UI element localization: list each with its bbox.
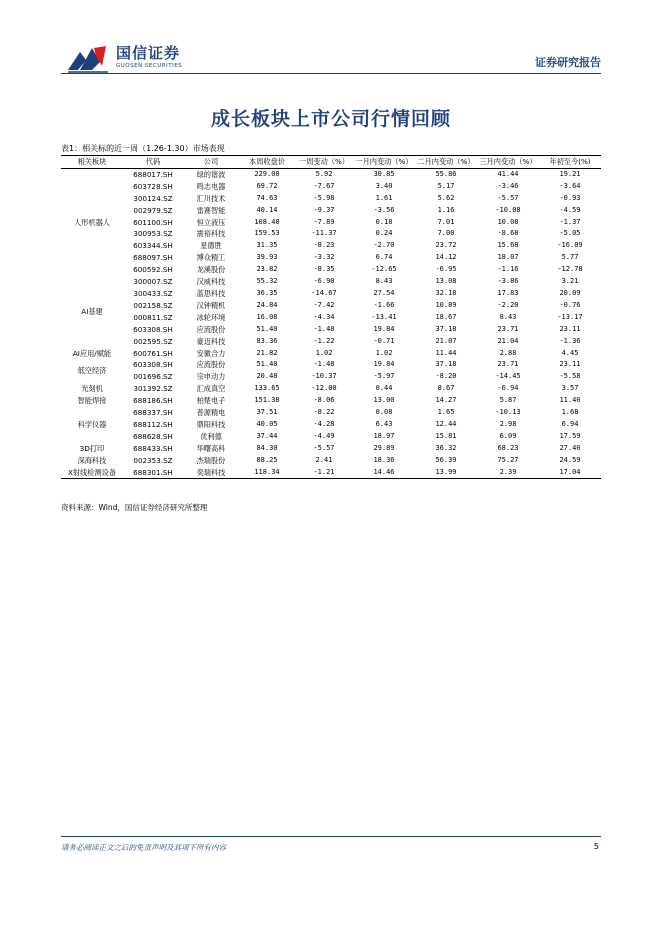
month-change-cell: 1.61 [375, 193, 393, 202]
three-month-change-cell: 23.71 [497, 324, 519, 333]
ytd-change-cell: -5.58 [559, 372, 581, 381]
stock-code-cell: 688097.SH [133, 253, 173, 263]
month-change-cell: 18.97 [373, 431, 395, 440]
sector-cell: 低空经济 [77, 366, 107, 376]
col-header-code: 代码 [145, 157, 161, 166]
stock-code-cell: 688017.SH [133, 169, 173, 179]
table-row [61, 336, 601, 348]
ytd-change-cell: 11.40 [559, 396, 581, 405]
stock-code-cell: 688301.SH [133, 467, 173, 477]
ytd-change-cell: 17.59 [559, 431, 581, 440]
week-change-cell: -8.22 [313, 408, 335, 417]
three-month-change-cell: -3.46 [497, 181, 519, 190]
month-change-cell: 27.54 [373, 288, 395, 297]
ytd-change-cell: -1.36 [559, 336, 581, 345]
close-price-cell: 51.40 [256, 360, 278, 369]
table-row [61, 276, 601, 288]
stock-code-cell: 603728.SH [133, 181, 173, 191]
close-price-cell: 23.82 [256, 265, 278, 274]
stock-code-cell: 688628.SH [133, 431, 173, 441]
col-header-month-change: 一月内变动（%） [355, 157, 413, 166]
source-note: 资料来源：Wind，国信证券经济研究所整理 [61, 503, 208, 512]
ytd-change-cell: -1.37 [559, 217, 581, 226]
stock-code-cell: 603308.SH [133, 324, 173, 334]
month-change-cell: -5.97 [373, 372, 395, 381]
close-price-cell: 16.08 [256, 312, 278, 321]
stock-code-cell: 300007.SZ [133, 277, 173, 287]
week-change-cell: -4.34 [313, 312, 335, 321]
three-month-change-cell: 18.07 [497, 253, 519, 262]
three-month-change-cell: -1.16 [497, 265, 519, 274]
table-row [61, 407, 601, 419]
two-month-change-cell: 12.44 [435, 419, 457, 428]
month-change-cell: 13.00 [373, 396, 395, 405]
page-header [0, 0, 662, 80]
week-change-cell: 1.02 [315, 348, 333, 357]
two-month-change-cell: 55.86 [435, 169, 457, 178]
stock-code-cell: 002158.SZ [133, 300, 173, 310]
stock-code-cell: 603308.SH [133, 360, 173, 370]
week-change-cell: -4.49 [313, 431, 335, 440]
company-name-cell: 应流股份 [196, 360, 226, 370]
table-row [61, 228, 601, 240]
two-month-change-cell: 23.72 [435, 241, 457, 250]
stock-code-cell: 601100.SH [133, 217, 173, 227]
table-row [61, 264, 601, 276]
three-month-change-cell: 17.83 [497, 288, 519, 297]
week-change-cell: -5.57 [313, 443, 335, 452]
month-change-cell: 1.02 [375, 348, 393, 357]
company-name-cell: 汉威科技 [196, 277, 226, 287]
page-number: 5 [593, 842, 599, 851]
three-month-change-cell: 23.71 [497, 360, 519, 369]
stock-code-cell: 301392.SZ [133, 384, 173, 394]
table-row [61, 455, 601, 467]
ytd-change-cell: -4.59 [559, 205, 581, 214]
company-name-cell: 震裕科技 [196, 229, 226, 239]
three-month-change-cell: -3.86 [497, 277, 519, 286]
table-row [61, 312, 601, 324]
close-price-cell: 74.63 [256, 193, 278, 202]
close-price-cell: 40.14 [256, 205, 278, 214]
sector-cell: AI应用/赋能 [72, 348, 112, 358]
week-change-cell: -1.21 [313, 467, 335, 476]
col-header-two-month-change: 二月内变动（%） [417, 157, 475, 166]
header-divider [61, 73, 601, 74]
month-change-cell: 0.08 [375, 408, 393, 417]
company-name-cell: 奕瑞科技 [196, 467, 226, 477]
company-name-cell: 优利德 [200, 431, 222, 441]
two-month-change-cell: 56.39 [435, 455, 457, 464]
stock-code-cell: 002353.SZ [133, 455, 173, 465]
month-change-cell: 0.44 [375, 384, 393, 393]
three-month-change-cell: -6.94 [497, 384, 519, 393]
stock-code-cell: 600592.SH [133, 265, 173, 275]
table-row [61, 240, 601, 252]
week-change-cell: -4.28 [313, 419, 335, 428]
ytd-change-cell: -0.93 [559, 193, 581, 202]
three-month-change-cell: -5.57 [497, 193, 519, 202]
week-change-cell: -1.48 [313, 324, 335, 333]
week-change-cell: -12.00 [311, 384, 337, 393]
sector-cell: 深海科技 [77, 455, 107, 465]
col-header-sector: 相关板块 [77, 157, 107, 166]
table-row [61, 419, 601, 431]
two-month-change-cell: 15.81 [435, 431, 457, 440]
stock-code-cell: 600761.SH [133, 348, 173, 358]
three-month-change-cell: -10.13 [495, 408, 521, 417]
month-change-cell: -1.66 [373, 300, 395, 309]
table-row [61, 205, 601, 217]
company-name-cell: 博众精工 [196, 253, 226, 263]
close-price-cell: 51.40 [256, 324, 278, 333]
month-change-cell: 18.36 [373, 455, 395, 464]
close-price-cell: 36.35 [256, 288, 278, 297]
two-month-change-cell: -6.95 [435, 265, 457, 274]
month-change-cell: 3.40 [375, 181, 393, 190]
company-name-cell: 龙溪股份 [196, 265, 226, 275]
table-row [61, 431, 601, 443]
month-change-cell: -3.56 [373, 205, 395, 214]
three-month-change-cell: 41.44 [497, 169, 519, 178]
stock-code-cell: 688112.SH [133, 419, 173, 429]
three-month-change-cell: -8.68 [497, 229, 519, 238]
company-name-cell: 蓝思科技 [196, 288, 226, 298]
close-price-cell: 151.38 [254, 396, 280, 405]
month-change-cell: -2.70 [373, 241, 395, 250]
ytd-change-cell: 1.68 [561, 408, 579, 417]
company-name-cell: 冰轮环境 [196, 312, 226, 322]
table-row [61, 359, 601, 371]
company-name-cell: 汇成真空 [196, 384, 226, 394]
brand-logo [66, 42, 186, 76]
week-change-cell: -14.67 [311, 288, 337, 297]
company-name-cell: 汇川技术 [196, 193, 226, 203]
week-change-cell: -8.23 [313, 241, 335, 250]
close-price-cell: 88.25 [256, 455, 278, 464]
disclaimer: 请务必阅读正文之后的免责声明及其项下所有内容 [61, 843, 226, 852]
two-month-change-cell: 10.89 [435, 300, 457, 309]
ytd-change-cell: -3.64 [559, 181, 581, 190]
week-change-cell: -11.37 [311, 229, 337, 238]
month-change-cell: 19.84 [373, 360, 395, 369]
company-name-cell: 豪迈科技 [196, 336, 226, 346]
three-month-change-cell: 8.43 [499, 312, 517, 321]
company-name-cell: 鸣志电器 [196, 181, 226, 191]
ytd-change-cell: -13.17 [557, 312, 583, 321]
table-row [61, 217, 601, 229]
table-row [61, 383, 601, 395]
two-month-change-cell: 14.27 [435, 396, 457, 405]
ytd-change-cell: 20.09 [559, 288, 581, 297]
col-header-company: 公司 [203, 157, 219, 166]
week-change-cell: -7.67 [313, 181, 335, 190]
close-price-cell: 55.32 [256, 277, 278, 286]
ytd-change-cell: -16.09 [557, 241, 583, 250]
close-price-cell: 69.72 [256, 181, 278, 190]
week-change-cell: -5.98 [313, 193, 335, 202]
company-name-cell: 鼎阳科技 [196, 419, 226, 429]
two-month-change-cell: 21.07 [435, 336, 457, 345]
company-name-cell: 恒立液压 [196, 217, 226, 227]
company-name-cell: 安徽合力 [196, 348, 226, 358]
week-change-cell: -6.90 [313, 277, 335, 286]
month-change-cell: -13.41 [371, 312, 397, 321]
company-name-cell: 华曙高科 [196, 443, 226, 453]
table-header-row [61, 156, 601, 169]
company-name-cell: 宗申动力 [196, 372, 226, 382]
month-change-cell: 8.43 [375, 277, 393, 286]
ytd-change-cell: 24.59 [559, 455, 581, 464]
company-name-cell: 杰瑞股份 [196, 455, 226, 465]
month-change-cell: 0.24 [375, 229, 393, 238]
table-row [61, 324, 601, 336]
three-month-change-cell: 15.68 [497, 241, 519, 250]
company-name-cell: 雷赛智能 [196, 205, 226, 215]
guosen-logo-icon [66, 44, 110, 74]
sector-cell: 3D打印 [79, 443, 105, 453]
ytd-change-cell: 23.11 [559, 324, 581, 333]
month-change-cell: 6.43 [375, 419, 393, 428]
col-header-ytd-change: 年初至今(%) [549, 157, 591, 166]
company-name-cell: 应流股份 [196, 324, 226, 334]
two-month-change-cell: 37.18 [435, 360, 457, 369]
close-price-cell: 31.35 [256, 241, 278, 250]
table-row [61, 252, 601, 264]
two-month-change-cell: 1.16 [437, 205, 455, 214]
ytd-change-cell: 3.57 [561, 384, 579, 393]
two-month-change-cell: 18.67 [435, 312, 457, 321]
month-change-cell: 30.85 [373, 169, 395, 178]
week-change-cell: -8.35 [313, 265, 335, 274]
report-type-label: 证券研究报告 [535, 56, 601, 69]
month-change-cell: -12.65 [371, 265, 397, 274]
three-month-change-cell: -14.45 [495, 372, 521, 381]
two-month-change-cell: 5.62 [437, 193, 455, 202]
week-change-cell: -3.32 [313, 253, 335, 262]
company-name-cell: 柏楚电子 [196, 396, 226, 406]
three-month-change-cell: -2.20 [497, 300, 519, 309]
three-month-change-cell: 68.23 [497, 443, 519, 452]
two-month-change-cell: 1.65 [437, 408, 455, 417]
close-price-cell: 20.48 [256, 372, 278, 381]
ytd-change-cell: -12.78 [557, 265, 583, 274]
ytd-change-cell: 5.77 [561, 253, 579, 262]
sector-cell: X射线检测设备 [67, 467, 117, 477]
two-month-change-cell: 14.12 [435, 253, 457, 262]
three-month-change-cell: 2.98 [499, 419, 517, 428]
three-month-change-cell: 10.08 [497, 217, 519, 226]
company-name-cell: 绿的谐波 [196, 169, 226, 179]
month-change-cell: -0.71 [373, 336, 395, 345]
three-month-change-cell: -10.08 [495, 205, 521, 214]
close-price-cell: 133.65 [254, 384, 280, 393]
three-month-change-cell: 5.87 [499, 396, 517, 405]
close-price-cell: 24.84 [256, 300, 278, 309]
table-row [61, 181, 601, 193]
company-name-cell: 普源精电 [196, 408, 226, 418]
three-month-change-cell: 21.04 [497, 336, 519, 345]
table-row [61, 300, 601, 312]
table-body [61, 168, 601, 479]
table-row [61, 288, 601, 300]
week-change-cell: 5.92 [315, 169, 333, 178]
stock-code-cell: 300124.SZ [133, 193, 173, 203]
table-row [61, 395, 601, 407]
ytd-change-cell: -5.05 [559, 229, 581, 238]
table-caption: 表1：相关标的近一周（1.26-1.30）市场表现 [61, 144, 225, 153]
ytd-change-cell: 6.94 [561, 419, 579, 428]
month-change-cell: 6.74 [375, 253, 393, 262]
table-row [61, 168, 601, 180]
month-change-cell: 19.84 [373, 324, 395, 333]
ytd-change-cell: 4.45 [561, 348, 579, 357]
col-header-three-month-change: 三月内变动（%） [479, 157, 537, 166]
close-price-cell: 229.00 [254, 169, 280, 178]
company-name-cell: 汉钟精机 [196, 300, 226, 310]
close-price-cell: 37.51 [256, 408, 278, 417]
brand-name-cn: 国信证券 [116, 44, 181, 62]
stock-code-cell: 000811.SZ [133, 312, 173, 322]
stock-code-cell: 001696.SZ [133, 372, 173, 382]
two-month-change-cell: 7.01 [437, 217, 455, 226]
sector-cell: 人形机器人 [74, 217, 110, 227]
month-change-cell: 14.46 [373, 467, 395, 476]
week-change-cell: 2.41 [315, 455, 333, 464]
two-month-change-cell: 7.00 [437, 229, 455, 238]
stock-code-cell: 300433.SZ [133, 288, 173, 298]
two-month-change-cell: 37.18 [435, 324, 457, 333]
week-change-cell: -1.48 [313, 360, 335, 369]
ytd-change-cell: -0.76 [559, 300, 581, 309]
footer-divider [61, 836, 601, 837]
two-month-change-cell: 13.08 [435, 277, 457, 286]
sector-cell: 科学仪器 [77, 419, 107, 429]
ytd-change-cell: 27.40 [559, 443, 581, 452]
close-price-cell: 39.93 [256, 253, 278, 262]
stock-code-cell: 300953.SZ [133, 229, 173, 239]
close-price-cell: 37.44 [256, 431, 278, 440]
ytd-change-cell: 17.04 [559, 467, 581, 476]
week-change-cell: -10.37 [311, 372, 337, 381]
table-row [61, 348, 601, 360]
two-month-change-cell: 13.99 [435, 467, 457, 476]
page-title: 成长板块上市公司行情回顾 [210, 108, 451, 130]
table-row [61, 467, 601, 479]
week-change-cell: -8.06 [313, 396, 335, 405]
stock-code-cell: 002979.SZ [133, 205, 173, 215]
two-month-change-cell: 36.32 [435, 443, 457, 452]
month-change-cell: 29.89 [373, 443, 395, 452]
close-price-cell: 84.30 [256, 443, 278, 452]
two-month-change-cell: 5.17 [437, 181, 455, 190]
sector-cell: 智能焊接 [77, 396, 107, 406]
stock-code-cell: 688337.SH [133, 408, 173, 418]
ytd-change-cell: 23.11 [559, 360, 581, 369]
close-price-cell: 83.36 [256, 336, 278, 345]
ytd-change-cell: 19.21 [559, 169, 581, 178]
three-month-change-cell: 6.09 [499, 431, 517, 440]
stock-code-cell: 603344.SH [133, 241, 173, 251]
sector-cell: 光刻机 [81, 384, 103, 394]
stock-code-cell: 688433.SH [133, 443, 173, 453]
two-month-change-cell: 32.18 [435, 288, 457, 297]
three-month-change-cell: 75.27 [497, 455, 519, 464]
close-price-cell: 118.34 [254, 467, 280, 476]
col-header-close-price: 本周收盘价 [249, 157, 285, 166]
three-month-change-cell: 2.88 [499, 348, 517, 357]
ytd-change-cell: 3.21 [561, 277, 579, 286]
close-price-cell: 159.53 [254, 229, 280, 238]
week-change-cell: -7.42 [313, 300, 335, 309]
two-month-change-cell: 8.67 [437, 384, 455, 393]
col-header-week-change: 一周变动（%） [299, 157, 349, 166]
week-change-cell: -7.89 [313, 217, 335, 226]
stock-code-cell: 002595.SZ [133, 336, 173, 346]
stock-code-cell: 688186.SH [133, 396, 173, 406]
three-month-change-cell: 2.39 [499, 467, 517, 476]
week-change-cell: -1.22 [313, 336, 335, 345]
table-row [61, 443, 601, 455]
company-name-cell: 星德胜 [200, 241, 222, 251]
sector-cell: AI基建 [81, 306, 103, 316]
brand-name-en: GUOSEN SECURITIES [116, 63, 183, 69]
month-change-cell: 0.18 [375, 217, 393, 226]
week-change-cell: -9.37 [313, 205, 335, 214]
close-price-cell: 21.82 [256, 348, 278, 357]
table-row [61, 193, 601, 205]
table-row [61, 371, 601, 383]
close-price-cell: 40.05 [256, 419, 278, 428]
two-month-change-cell: -8.20 [435, 372, 457, 381]
market-performance-table [61, 155, 601, 479]
two-month-change-cell: 11.44 [435, 348, 457, 357]
close-price-cell: 108.40 [254, 217, 280, 226]
